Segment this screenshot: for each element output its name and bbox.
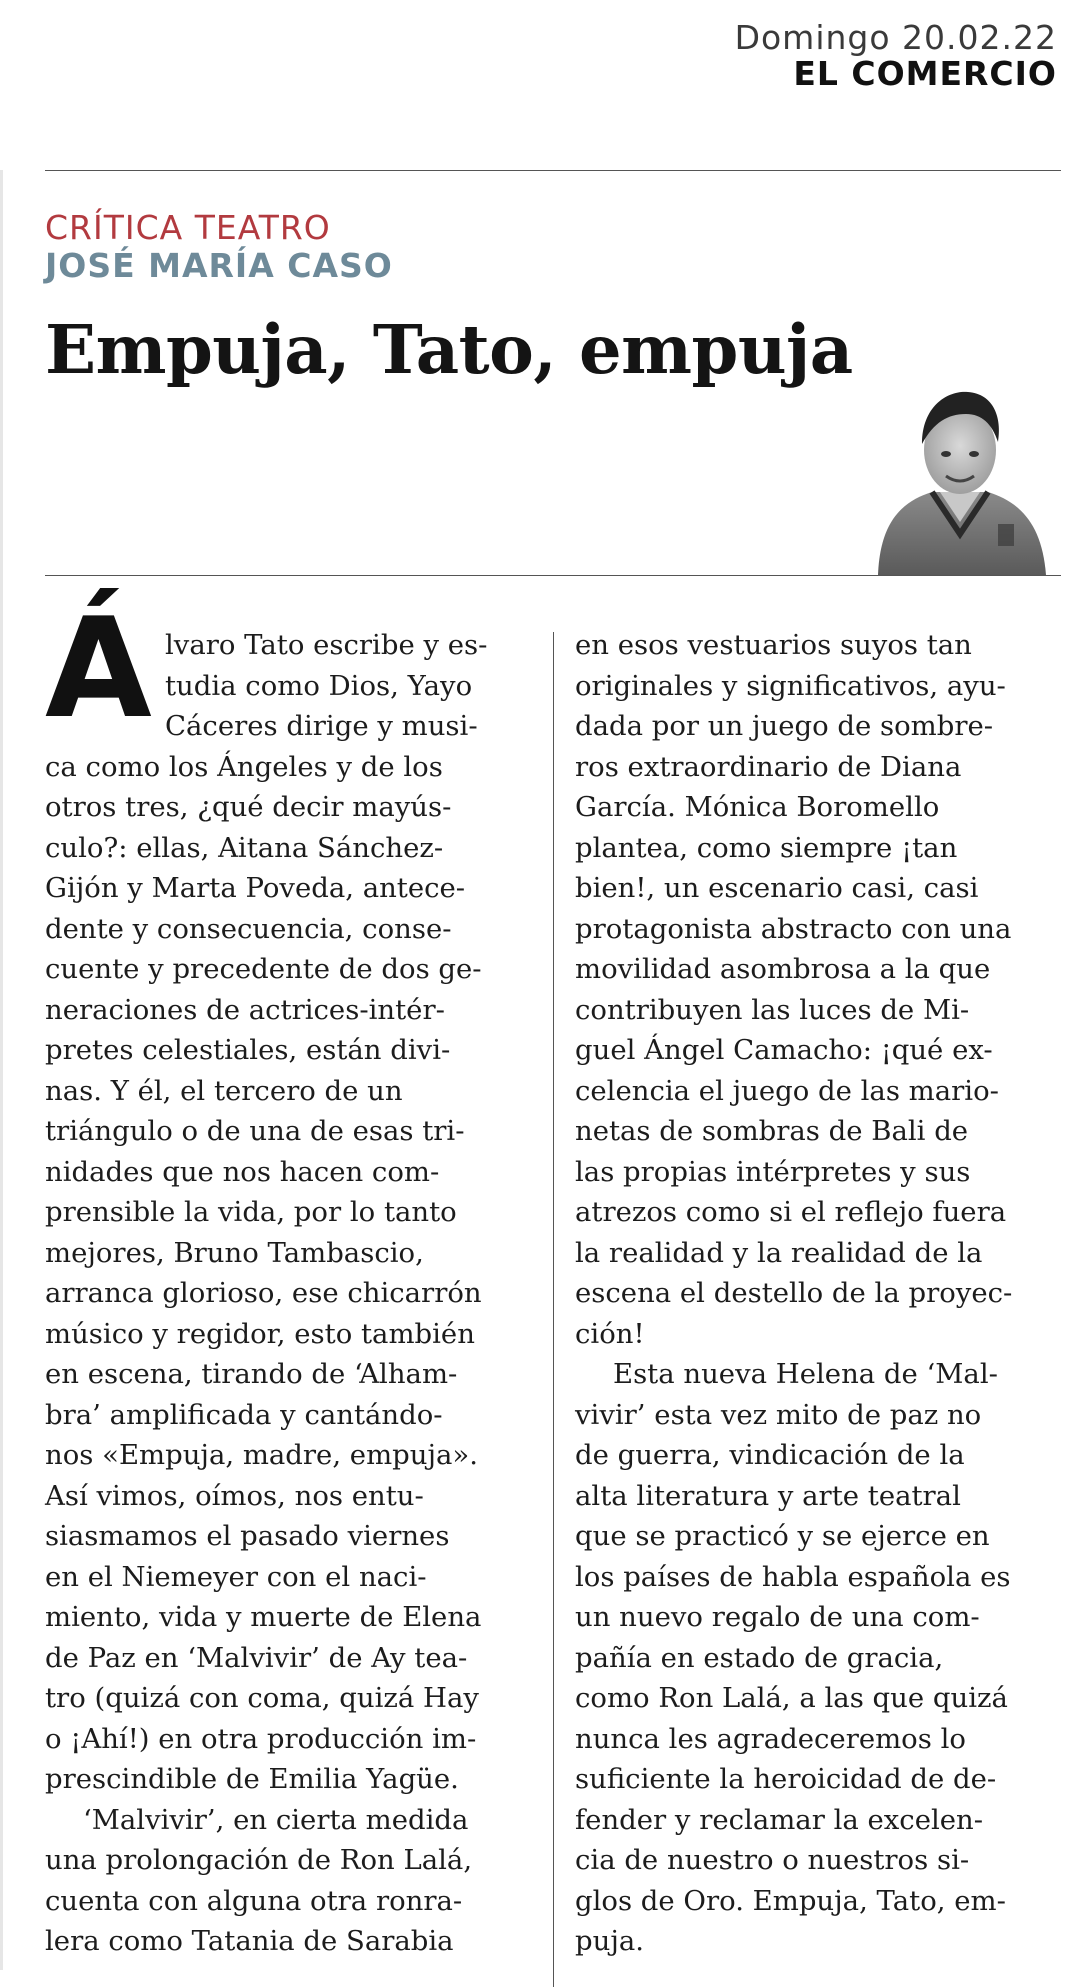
text-line: prescindible de Emilia Yagüe. [45, 1763, 459, 1795]
header-bottom-divider [45, 575, 1061, 576]
text-line: arranca glorioso, ese chicarrón [45, 1277, 482, 1309]
text-line: cuente y precedente de dos ge- [45, 953, 482, 985]
text-line: dente y consecuencia, conse- [45, 912, 452, 945]
text-line: un nuevo regalo de una com- [575, 1601, 980, 1633]
text-line: pretes celestiales, están divi- [45, 1034, 451, 1066]
text-line: lera como Tatania de Sarabia [45, 1925, 454, 1957]
text-line: escena el destello de la proyec- [575, 1277, 1013, 1309]
text-line: una prolongación de Ron Lalá, [45, 1844, 473, 1876]
text-line: puja. [575, 1925, 644, 1957]
text-line: la realidad y la realidad de la [575, 1236, 983, 1269]
text-line: Esta nueva Helena de ‘Mal- [613, 1358, 998, 1390]
section-label: CRÍTICA TEATRO [45, 208, 331, 247]
text-line: en el Niemeyer con el naci- [45, 1560, 427, 1593]
text-line: vivir’ esta vez mito de paz no [575, 1398, 982, 1431]
text-line: protagonista abstracto con una [575, 912, 1012, 945]
text-line: como Ron Lalá, a las que quizá [575, 1682, 1008, 1714]
text-line: los países de habla española es [575, 1560, 1011, 1593]
text-line: mejores, Bruno Tambascio, [45, 1236, 424, 1269]
text-line: prensible la vida, por lo tanto [45, 1196, 457, 1228]
issue-date: Domingo 20.02.22 [734, 18, 1057, 57]
text-line: fender y reclamar la excelen- [575, 1803, 984, 1836]
text-line: alta literatura y arte teatral [575, 1479, 961, 1512]
article-column-right [575, 625, 1065, 1962]
text-line: culo?: ellas, Aitana Sánchez- [45, 831, 444, 864]
top-divider [45, 170, 1061, 171]
text-line: bien!, un escenario casi, casi [575, 872, 979, 904]
text-line: ca como los Ángeles y de los [45, 750, 443, 783]
text-line: ‘Malvivir’, en cierta medida [83, 1803, 469, 1836]
text-line: Cáceres dirige y musi- [165, 710, 478, 742]
column-divider [553, 632, 554, 1987]
text-line: o ¡Ahí!) en otra producción im- [45, 1722, 477, 1755]
text-line: pañía en estado de gracia, [575, 1641, 944, 1674]
text-line: en esos vestuarios suyos tan [575, 629, 972, 661]
text-line: Así vimos, oímos, nos entu- [45, 1479, 424, 1512]
text-line: plantea, como siempre ¡tan [575, 831, 958, 864]
text-line: García. Mónica Boromello [575, 791, 940, 823]
text-line: celencia el juego de las mario- [575, 1074, 999, 1107]
text-line: ción! [575, 1317, 645, 1350]
text-line: lvaro Tato escribe y es- [165, 629, 488, 661]
text-line: guel Ángel Camacho: ¡qué ex- [575, 1034, 993, 1066]
article-column-left [45, 625, 535, 1962]
text-line: glos de Oro. Empuja, Tato, em- [575, 1884, 1006, 1917]
text-line: Gijón y Marta Poveda, antece- [45, 872, 466, 904]
text-line: tro (quizá con coma, quizá Hay [45, 1682, 479, 1714]
text-line: cia de nuestro o nuestros si- [575, 1844, 970, 1876]
text-line: netas de sombras de Bali de [575, 1115, 969, 1147]
author-name: JOSÉ MARÍA CASO [45, 246, 393, 285]
text-line: neraciones de actrices-intér- [45, 993, 445, 1026]
text-line: nunca les agradeceremos lo [575, 1722, 966, 1755]
text-line: de Paz en ‘Malvivir’ de Ay tea- [45, 1641, 468, 1674]
text-line: que se practicó y se ejerce en [575, 1520, 990, 1552]
text-line: otros tres, ¿qué decir mayús- [45, 791, 452, 823]
text-line: miento, vida y muerte de Elena [45, 1601, 482, 1633]
text-line: cuenta con alguna otra ronra- [45, 1884, 463, 1917]
text-line: movilidad asombrosa a la que [575, 953, 991, 985]
text-line: dada por un juego de sombre- [575, 710, 994, 742]
newspaper-name: EL COMERCIO [793, 54, 1057, 93]
text-line: músico y regidor, esto también [45, 1317, 475, 1350]
masthead [735, 20, 1057, 92]
article-headline: Empuja, Tato, empuja [45, 310, 853, 389]
author-portrait-icon [870, 384, 1050, 575]
text-line: atrezos como si el reflejo fuera [575, 1196, 1007, 1228]
text-line: bra’ amplificada y cantándo- [45, 1398, 443, 1431]
text-line: nos «Empuja, madre, empuja». [45, 1439, 478, 1471]
text-line: ros extraordinario de Diana [575, 750, 962, 783]
page-edge-bar [0, 170, 3, 1970]
text-line: de guerra, vindicación de la [575, 1439, 965, 1471]
text-line: originales y significativos, ayu- [575, 669, 1006, 702]
text-line: siasmamos el pasado viernes [45, 1520, 450, 1552]
text-line: nidades que nos hacen com- [45, 1155, 440, 1188]
text-line: contribuyen las luces de Mi- [575, 993, 970, 1026]
text-line: triángulo o de una de esas tri- [45, 1115, 465, 1147]
drop-cap: Á [45, 588, 152, 749]
text-line: tudia como Dios, Yayo [165, 669, 473, 702]
text-line: las propias intérpretes y sus [575, 1155, 971, 1188]
text-line: suficiente la heroicidad de de- [575, 1763, 997, 1795]
text-line: en escena, tirando de ‘Alham- [45, 1358, 458, 1390]
text-line: nas. Y él, el tercero de un [45, 1074, 403, 1107]
